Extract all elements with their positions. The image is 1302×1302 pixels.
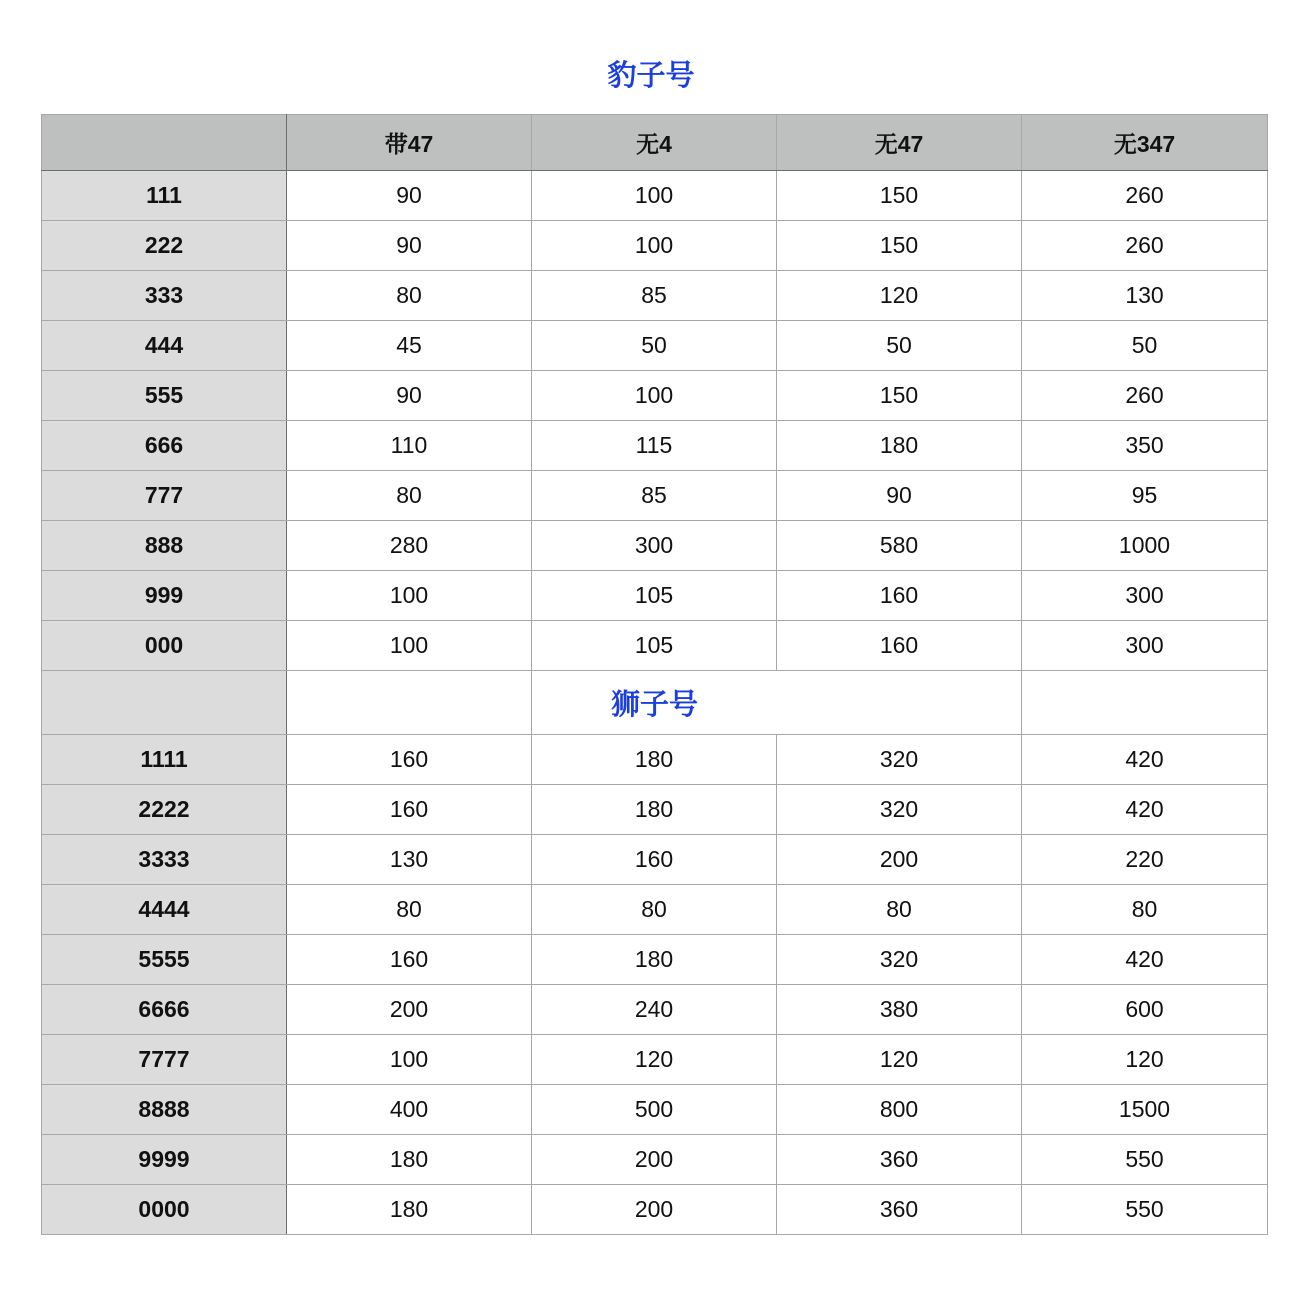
table-row [42,221,1268,271]
price-cell: 260 [1022,171,1268,221]
price-cell: 130 [1022,271,1268,321]
price-cell: 45 [287,321,532,371]
table-row [42,521,1268,571]
price-cell: 550 [1022,1135,1268,1185]
row-label: 888 [42,521,287,571]
price-cell: 180 [532,735,777,785]
price-cell: 360 [777,1135,1022,1185]
price-cell: 380 [777,985,1022,1035]
price-cell: 200 [532,1185,777,1235]
table-header-row [42,115,1268,171]
price-cell: 220 [1022,835,1268,885]
price-cell: 550 [1022,1185,1268,1235]
price-cell: 320 [777,735,1022,785]
price-cell: 350 [1022,421,1268,471]
price-cell: 120 [1022,1035,1268,1085]
price-cell: 200 [777,835,1022,885]
empty-cell [287,671,532,735]
price-cell: 130 [287,835,532,885]
price-cell: 105 [532,571,777,621]
table-row [42,1035,1268,1085]
price-cell: 80 [777,885,1022,935]
row-label: 444 [42,321,287,371]
price-cell: 800 [777,1085,1022,1135]
price-cell: 80 [287,471,532,521]
column-header: 带47 [287,115,532,171]
price-cell: 420 [1022,935,1268,985]
row-label: 555 [42,371,287,421]
table-row [42,735,1268,785]
header-corner-cell [42,115,287,171]
row-label: 3333 [42,835,287,885]
price-cell: 240 [532,985,777,1035]
price-cell: 100 [287,571,532,621]
price-cell: 115 [532,421,777,471]
column-header: 无47 [777,115,1022,171]
row-label: 4444 [42,885,287,935]
price-cell: 180 [777,421,1022,471]
price-cell: 200 [287,985,532,1035]
row-label: 111 [42,171,287,221]
price-cell: 160 [532,835,777,885]
price-cell: 180 [287,1185,532,1235]
row-label: 7777 [42,1035,287,1085]
price-cell: 90 [287,171,532,221]
row-label: 333 [42,271,287,321]
column-header: 无347 [1022,115,1268,171]
price-cell: 150 [777,371,1022,421]
price-cell: 300 [1022,571,1268,621]
price-cell: 580 [777,521,1022,571]
price-cell: 90 [287,371,532,421]
table-row [42,171,1268,221]
price-cell: 1500 [1022,1085,1268,1135]
price-cell: 85 [532,271,777,321]
table-row [42,621,1268,671]
table-row [42,1185,1268,1235]
price-cell: 120 [777,271,1022,321]
price-cell: 160 [287,735,532,785]
price-cell: 280 [287,521,532,571]
row-label: 8888 [42,1085,287,1135]
table-row [42,471,1268,521]
price-cell: 160 [287,785,532,835]
price-cell: 50 [1022,321,1268,371]
price-cell: 200 [532,1135,777,1185]
row-label: 0000 [42,1185,287,1235]
row-label: 2222 [42,785,287,835]
price-cell: 85 [532,471,777,521]
empty-cell [1022,671,1268,735]
price-cell: 500 [532,1085,777,1135]
price-cell: 120 [777,1035,1022,1085]
row-label: 000 [42,621,287,671]
price-cell: 260 [1022,371,1268,421]
table-row [42,785,1268,835]
price-cell: 95 [1022,471,1268,521]
price-cell: 180 [532,935,777,985]
page-title: 豹子号 [607,60,695,92]
price-cell: 160 [777,571,1022,621]
row-label: 6666 [42,985,287,1035]
row-label [42,671,287,735]
price-cell: 90 [287,221,532,271]
price-cell: 50 [532,321,777,371]
price-cell: 120 [532,1035,777,1085]
table-row [42,935,1268,985]
section-title: 狮子号 [532,671,1022,735]
table-row [42,1085,1268,1135]
row-label: 222 [42,221,287,271]
price-cell: 400 [287,1085,532,1135]
price-table [41,114,1268,1235]
price-cell: 80 [287,885,532,935]
price-cell: 110 [287,421,532,471]
price-cell: 160 [777,621,1022,671]
price-cell: 260 [1022,221,1268,271]
table-row [42,835,1268,885]
price-cell: 100 [287,621,532,671]
table-row [42,271,1268,321]
table-row [42,985,1268,1035]
row-label: 5555 [42,935,287,985]
column-header: 无4 [532,115,777,171]
price-cell: 150 [777,221,1022,271]
price-cell: 80 [532,885,777,935]
price-cell: 160 [287,935,532,985]
price-cell: 300 [532,521,777,571]
price-cell: 100 [532,371,777,421]
row-label: 666 [42,421,287,471]
price-cell: 80 [287,271,532,321]
row-label: 1111 [42,735,287,785]
table-row [42,321,1268,371]
price-cell: 50 [777,321,1022,371]
table-row [42,421,1268,471]
table-row [42,885,1268,935]
price-cell: 105 [532,621,777,671]
table-row [42,371,1268,421]
price-cell: 600 [1022,985,1268,1035]
price-cell: 420 [1022,735,1268,785]
table-row [42,1135,1268,1185]
price-cell: 420 [1022,785,1268,835]
price-cell: 300 [1022,621,1268,671]
row-label: 999 [42,571,287,621]
price-cell: 320 [777,785,1022,835]
price-cell: 180 [532,785,777,835]
price-cell: 320 [777,935,1022,985]
price-cell: 360 [777,1185,1022,1235]
price-cell: 100 [287,1035,532,1085]
price-cell: 100 [532,171,777,221]
table-row [42,571,1268,621]
price-cell: 150 [777,171,1022,221]
price-cell: 80 [1022,885,1268,935]
row-label: 9999 [42,1135,287,1185]
section-divider-row [42,671,1268,735]
row-label: 777 [42,471,287,521]
price-cell: 90 [777,471,1022,521]
price-cell: 1000 [1022,521,1268,571]
price-cell: 100 [532,221,777,271]
price-cell: 180 [287,1135,532,1185]
